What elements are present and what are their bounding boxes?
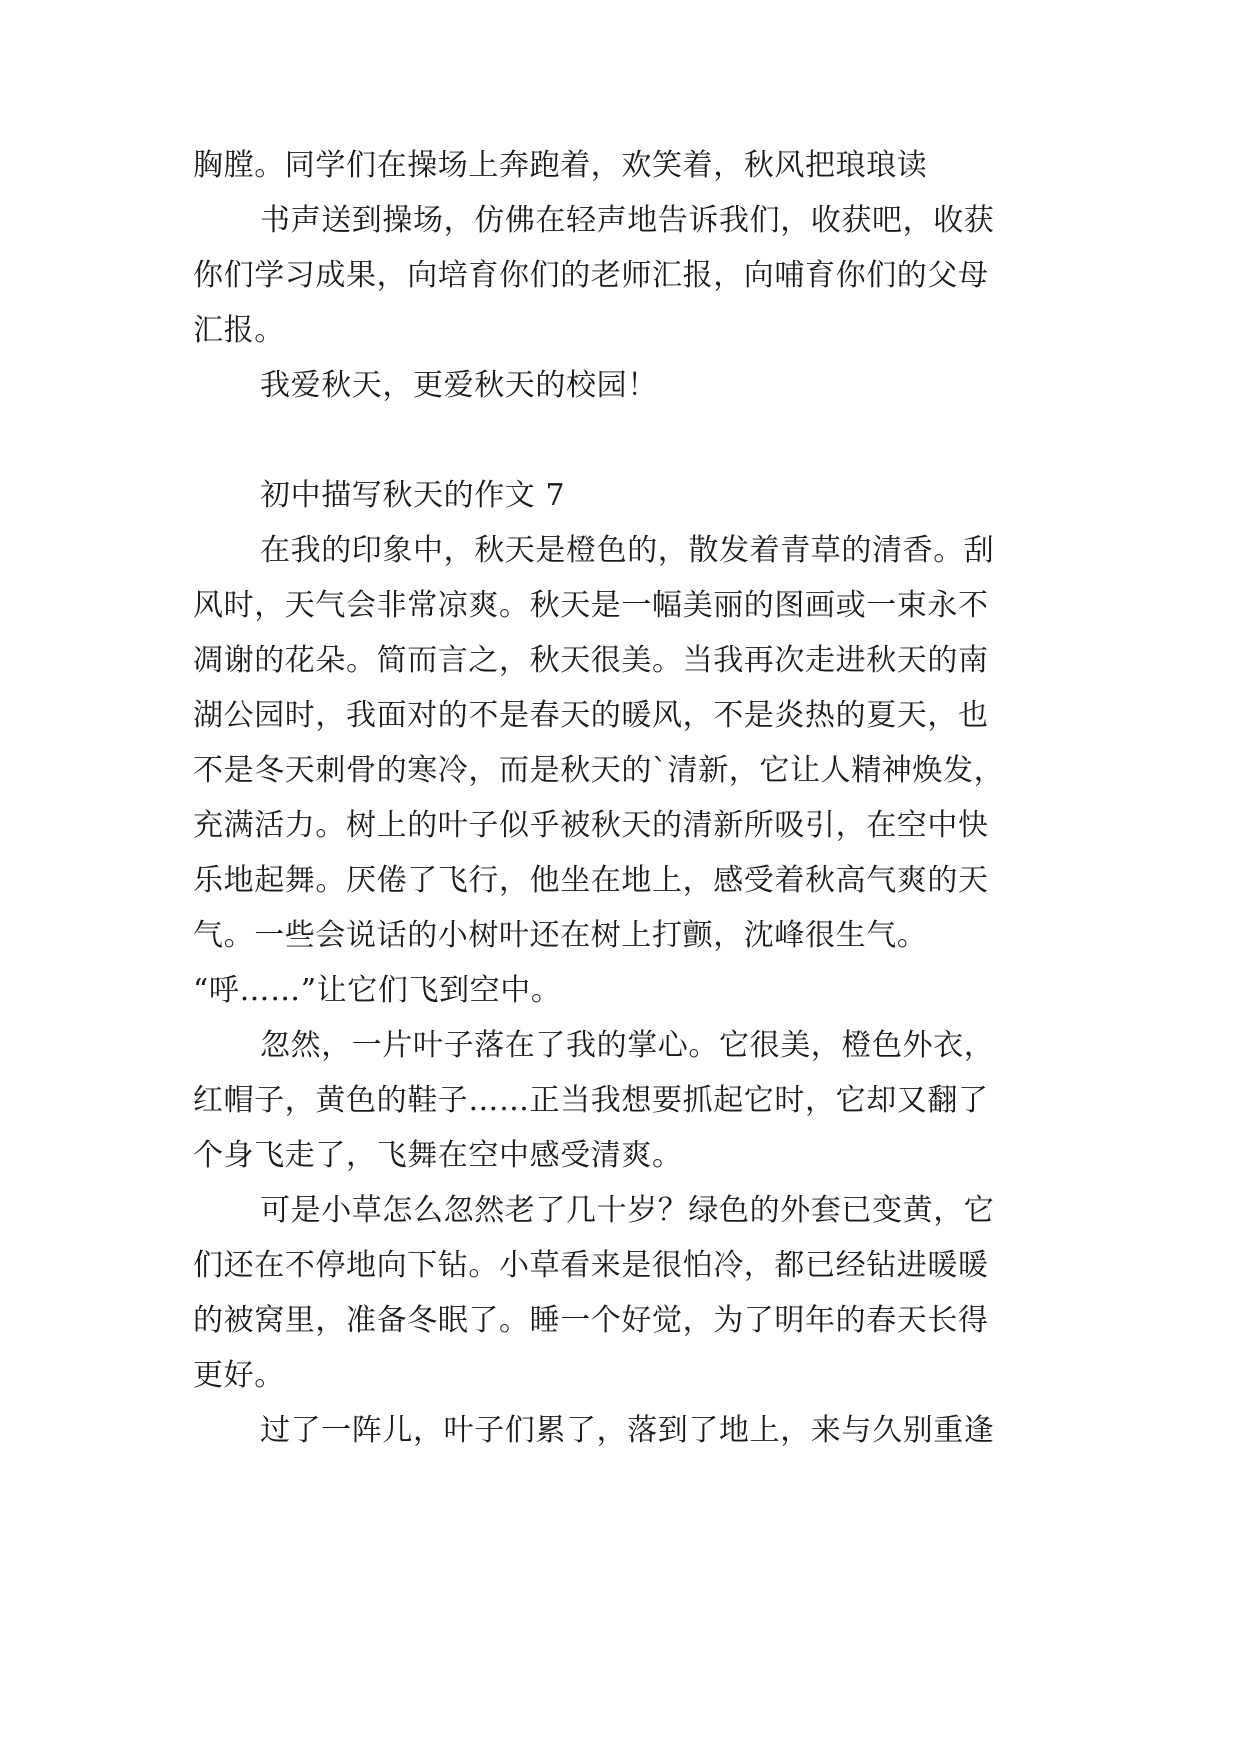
section-title: 初中描写秋天的作文 7 [260, 478, 566, 513]
text-line: 不是冬天刺骨的寒冷，而是秋天的`清新，它让人精神焕发， [193, 753, 1005, 788]
text-line: 红帽子，黄色的鞋子……正当我想要抓起它时，它却又翻了 [193, 1083, 989, 1118]
text-line: 的被窝里，准备冬眠了。睡一个好觉，为了明年的春天长得 [193, 1303, 989, 1338]
text-line: 过了一阵儿，叶子们累了，落到了地上，来与久别重逢 [260, 1413, 995, 1448]
text-line: 在我的印象中，秋天是橙色的，散发着青草的清香。刮 [260, 533, 995, 568]
text-line: 忽然，一片叶子落在了我的掌心。它很美，橙色外衣， [260, 1028, 995, 1063]
text-line: 我爱秋天，更爱秋天的校园！ [260, 368, 658, 403]
text-line: 更好。 [193, 1358, 285, 1393]
text-line: 个身飞走了，飞舞在空中感受清爽。 [193, 1138, 683, 1173]
text-line: “呼……”让它们飞到空中。 [193, 973, 562, 1008]
text-line: 湖公园时，我面对的不是春天的暖风，不是炎热的夏天，也 [193, 698, 989, 733]
text-line: 你们学习成果，向培育你们的老师汇报，向哺育你们的父母 [193, 258, 989, 293]
text-line: 胸膛。同学们在操场上奔跑着，欢笑着，秋风把琅琅读 [193, 148, 928, 183]
text-line: 书声送到操场，仿佛在轻声地告诉我们，收获吧，收获 [260, 203, 995, 238]
text-line: 乐地起舞。厌倦了飞行，他坐在地上，感受着秋高气爽的天 [193, 863, 989, 898]
text-line: 可是小草怎么忽然老了几十岁？绿色的外套已变黄，它 [260, 1193, 995, 1228]
text-line: 风时，天气会非常凉爽。秋天是一幅美丽的图画或一束永不 [193, 588, 989, 623]
text-line: 凋谢的花朵。简而言之，秋天很美。当我再次走进秋天的南 [193, 643, 989, 678]
text-line: 汇报。 [193, 313, 285, 348]
text-line: 气。一些会说话的小树叶还在树上打颤，沈峰很生气。 [193, 918, 928, 953]
text-line: 充满活力。树上的叶子似乎被秋天的清新所吸引，在空中快 [193, 808, 989, 843]
text-line: 们还在不停地向下钻。小草看来是很怕冷，都已经钻进暖暖 [193, 1248, 989, 1283]
